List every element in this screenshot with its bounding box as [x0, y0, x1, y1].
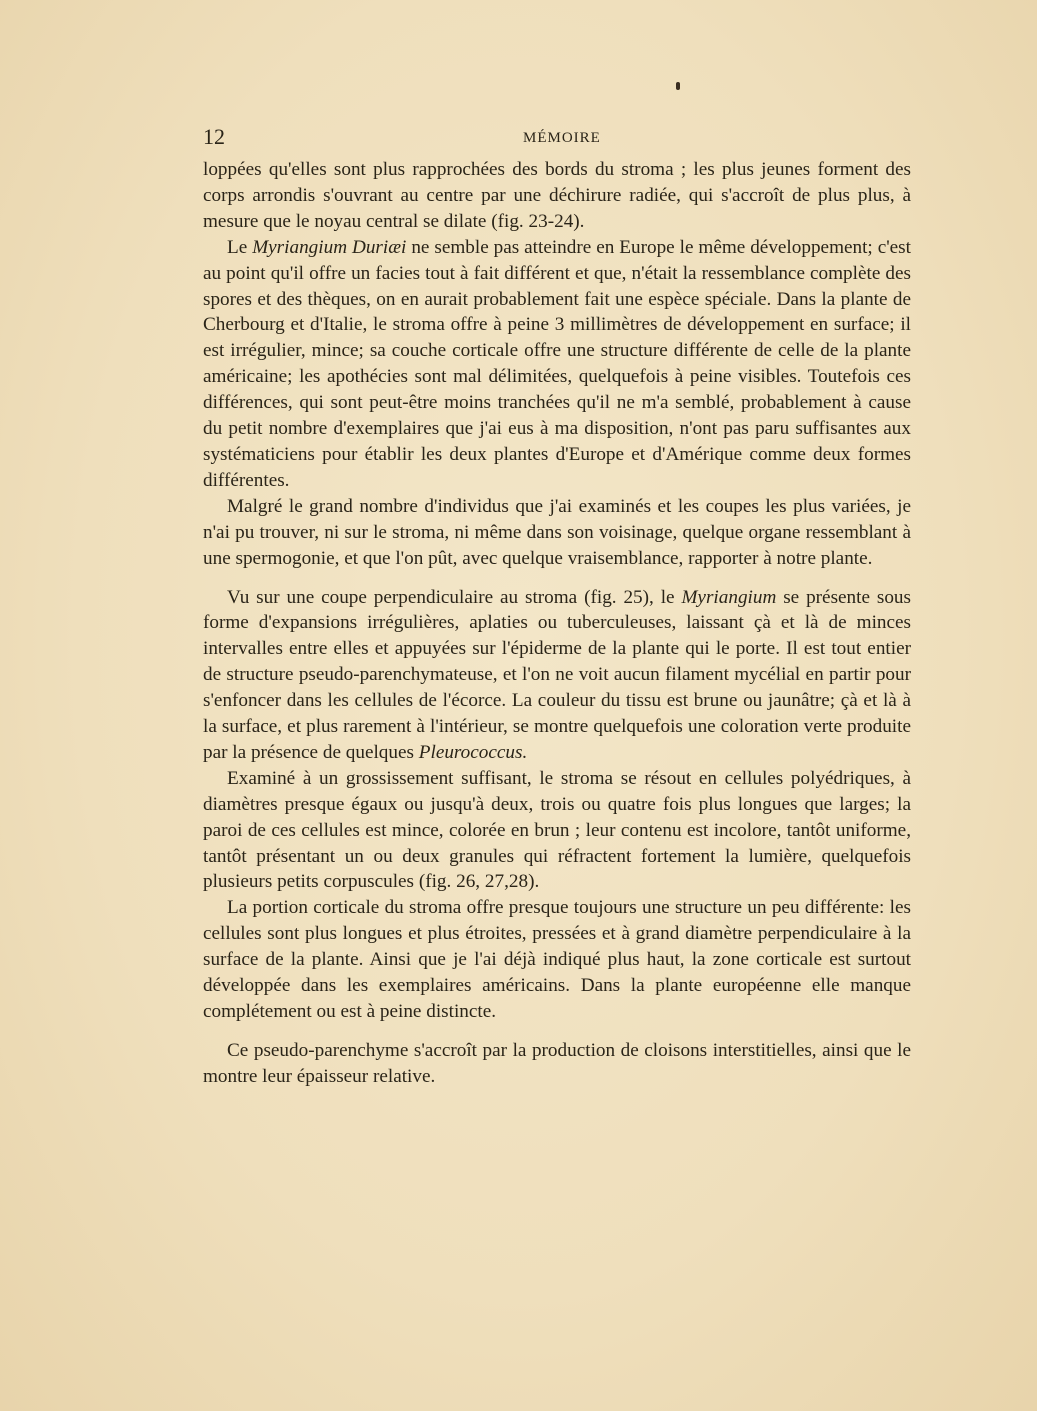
text-run: se présente sous forme d'expansions irrégulières, aplaties ou tuberculeuses, laissant çà et là de minces intervalles entre elles et appuyées sur l'épiderme de la plante qui le porte. Il est tout entier de structure pseudo-parenchymateuse, et l'on ne voit aucun filament mycélial en partir pour s'enfoncer dans les cellules de l'écorce. La couleur du tissu est brune ou jaunâtre; çà et là à la surface, et plus rarement à l'intérieur, se montre quelquefois une coloration verte produite par la présence de quelques	[203, 586, 911, 763]
running-head: MÉMOIRE	[523, 130, 601, 146]
paragraph	[203, 1038, 911, 1090]
paragraph	[203, 157, 911, 235]
paragraph	[203, 235, 911, 494]
page-number: 12	[203, 124, 225, 149]
text-run: Examiné à un grossissement suffisant, le stroma se résout en cellules polyédriques, à diamètres presque égaux ou jusqu'à deux, trois ou quatre fois plus longues que larges; la paroi de ces cellules est mince, colorée en brun ; leur contenu est incolore, tantôt uniforme, tantôt présentant un ou deux granules qui réfractent fortement la lumière, quelquefois plusieurs petits corpuscules (fig. 26, 27,28).	[203, 767, 911, 893]
text-run: La portion corticale du stroma offre presque toujours une structure un peu différente: les cellules sont plus longues et plus étroites, pressées et à grand diamètre perpendiculaire à la surface de la plante. Ainsi que je l'ai déjà indiqué plus haut, la zone corticale est surtout développée dans les exemplaires américains. Dans la plante européenne elle manque complétement ou est à peine distincte.	[203, 897, 911, 1022]
italic-term: Pleurococcus.	[418, 741, 528, 763]
text-run: Ce pseudo-parenchyme s'accroît par la production de cloisons interstitielles, ainsi que le montre leur épaisseur relative.	[203, 1039, 911, 1087]
text-run: Le	[227, 236, 253, 258]
italic-term: Myriangium Duriæi	[252, 236, 407, 258]
ink-mark	[676, 82, 680, 90]
text-run: ne semble pas atteindre en Europe le même développement; c'est au point qu'il offre un facies tout à fait différent et que, n'était la ressemblance complète des spores et des thèques, on en aurait probablement fait une espèce spéciale. Dans la plante de Cherbourg et d'Italie, le stroma offre à peine 3 millimètres de développement en surface; il est irrégulier, mince; sa couche corticale offre une structure différente de celle de la plante américaine; les apothécies sont mal délimitées, quelquefois à peine visibles. Toutefois ces différences, qui sont peut-être moins tranchées qu'il ne m'a semblé, probablement à cause du petit nombre d'exemplaires que j'ai eus à ma disposition, n'ont pas paru suffisantes aux systématiciens pour établir les deux plantes d'Europe et d'Amérique comme deux formes différentes.	[203, 236, 911, 491]
paragraph	[203, 494, 911, 572]
paragraph	[203, 766, 911, 896]
body-text	[203, 157, 911, 1090]
text-run: Vu sur une coupe perpendiculaire au stroma (fig. 25), le	[227, 586, 682, 608]
text-run: loppées qu'elles sont plus rapprochées des bords du stroma ; les plus jeunes forment des corps arrondis s'ouvrant au centre par une déchirure radiée, qui s'accroît de plus plus, à mesure que le noyau central se dilate (fig. 23-24).	[203, 159, 911, 232]
paragraph	[203, 585, 911, 766]
paragraph	[203, 895, 911, 1025]
page-header	[203, 124, 913, 154]
text-run: Malgré le grand nombre d'individus que j'ai examinés et les coupes les plus variées, je n'ai pu trouver, ni sur le stroma, ni même dans son voisinage, quelque organe ressemblant à une spermogonie, et que l'on pût, avec quelque vraisemblance, rapporter à notre plante.	[203, 495, 911, 569]
italic-term: Myriangium	[681, 586, 777, 608]
